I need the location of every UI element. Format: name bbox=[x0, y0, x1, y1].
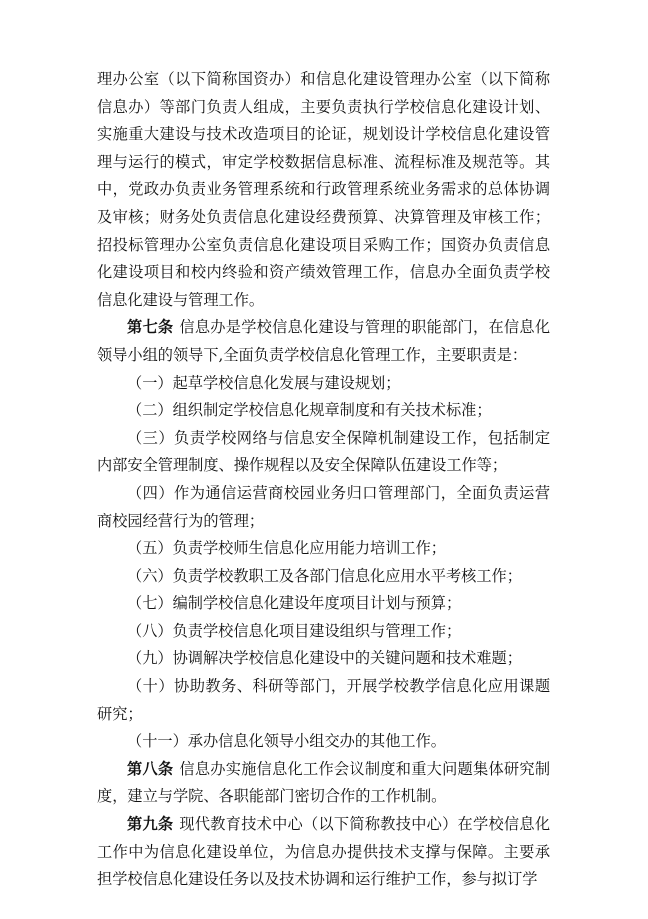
list-item: （十）协助教务、科研等部门，开展学校教学信息化应用课题研究； bbox=[97, 677, 550, 723]
list-item: （五）负责学校师生信息化应用能力培训工作； bbox=[127, 539, 446, 558]
article-text: 现代教育技术中心（以下简称教技中心）在学校信息化工作中为信息化建设单位，为信息办提供技术支撑与保障。主要承担学校信息化建设任务以及技术协调和运行维护工作，参与拟订学 bbox=[97, 815, 551, 889]
article-label: 第九条 bbox=[127, 815, 174, 834]
list-item: （六）负责学校教职工及各部门信息化应用水平考核工作； bbox=[127, 566, 522, 585]
list-item: （三）负责学校网络与信息安全保障机制建设工作，包括制定内部安全管理制度、操作规程以及安全保障队伍建设工作等； bbox=[97, 428, 550, 475]
article-label: 第七条 bbox=[127, 318, 174, 337]
list-item: （八）负责学校信息化项目建设组织与管理工作； bbox=[127, 621, 462, 640]
article-text: 信息办是学校信息化建设与管理的职能部门，在信息化领导小组的领导下,全面负责学校信息化管理工作，主要职责是： bbox=[97, 318, 551, 364]
list-item: （十一）承办信息化领导小组交办的其他工作。 bbox=[127, 732, 446, 751]
list-item: （七）编制学校信息化建设年度项目计划与预算； bbox=[127, 594, 462, 613]
list-item: （二）组织制定学校信息化规章制度和有关技术标准； bbox=[127, 401, 492, 420]
list-item: （九）协调解决学校信息化建设中的关键问题和技术难题； bbox=[127, 649, 522, 668]
document-body bbox=[97, 66, 550, 894]
article-label: 第八条 bbox=[127, 759, 174, 778]
article-7 bbox=[97, 314, 550, 369]
paragraph-intro: 理办公室（以下简称国资办）和信息化建设管理办公室（以下简称信息办）等部门负责人组成，主要负责执行学校信息化建设计划、实施重大建设与技术改造项目的论证，规划设计学校信息化建设管理与运行的模式，审定学校数据信息标准、流程标准及规范等。其中，党政办负责业务管理系统和行政管理系统业务需求的总体协调及审核；财务处负责信息化建设经费预算、决算管理及审核工作；招投标管理办公室负责信息化建设项目采购工作；国资办负责信息化建设项目和校内终验和资产绩效管理工作，信息办全面负责学校信息化建设与管理工作。 bbox=[97, 70, 550, 309]
list-item: （一）起草学校信息化发展与建设规划； bbox=[127, 373, 401, 392]
article-8 bbox=[97, 756, 550, 811]
list-item: （四）作为通信运营商校园业务归口管理部门，全面负责运营商校园经营行为的管理； bbox=[97, 483, 550, 530]
article-9 bbox=[97, 811, 550, 894]
article-text: 信息办实施信息化工作会议制度和重大问题集体研究制度，建立与学院、各职能部门密切合作的工作机制。 bbox=[97, 759, 551, 806]
